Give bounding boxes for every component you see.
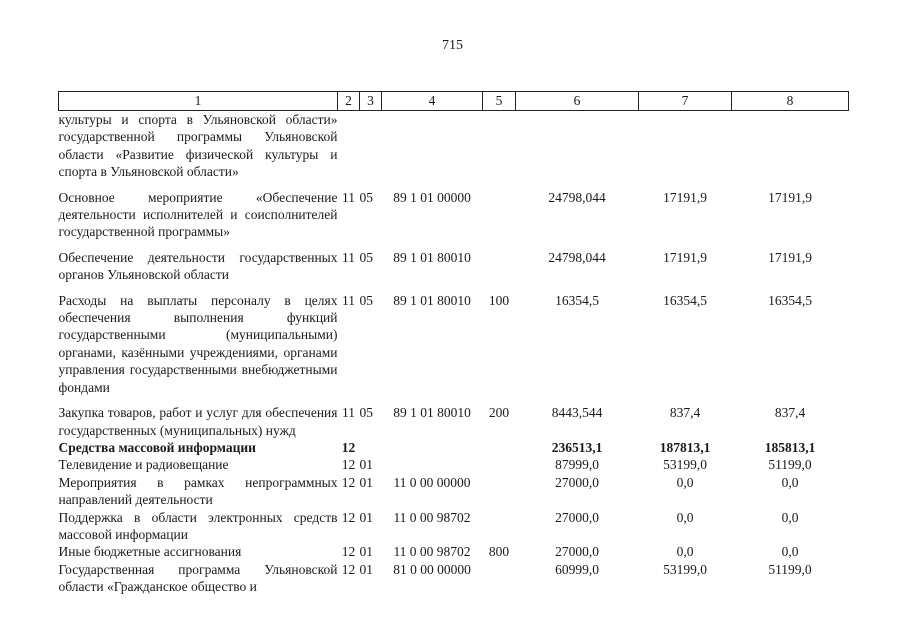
row-name: Обеспечение деятельности государственных органов Ульяновской области (58, 249, 338, 283)
row-expense-type (483, 474, 516, 509)
row-value-col8: 17191,9 (768, 249, 812, 265)
row-value-col7: 0,0 (676, 509, 694, 525)
row-expense-type: 200 (488, 405, 510, 421)
row-value-col8: 16354,5 (768, 292, 812, 308)
row-target-article: 11 0 00 98702 (393, 544, 471, 560)
row-section: 12 (341, 474, 356, 490)
row-expense-type (483, 181, 516, 241)
row-expense-type (483, 509, 516, 544)
row-target-article: 11 0 00 98702 (393, 509, 471, 525)
row-expense-type (483, 241, 516, 284)
row-value-col8: 0,0 (781, 474, 799, 490)
row-value-col7: 17191,9 (663, 189, 707, 205)
table-row (59, 509, 849, 544)
row-value-col7: 17191,9 (663, 249, 707, 265)
row-value-col6: 60999,0 (555, 561, 599, 577)
row-name: Телевидение и радиовещание (58, 457, 229, 473)
row-name: Основное мероприятие «Обеспечение деятельности исполнителей и соисполнителей государственной программы» (58, 189, 338, 240)
row-value-col6: 27000,0 (555, 509, 599, 525)
table-row (59, 456, 849, 473)
row-subsection: 01 (359, 544, 373, 560)
row-target-article: 89 1 01 80010 (393, 405, 471, 421)
row-section: 12 (341, 544, 356, 560)
row-value-col6: 24798,044 (548, 249, 606, 265)
row-value-col8: 51199,0 (768, 561, 812, 577)
row-subsection: 05 (359, 189, 373, 205)
row-target-article: 89 1 01 80010 (393, 292, 471, 308)
row-section: 11 (342, 249, 355, 265)
row-value-col6: 27000,0 (555, 544, 599, 560)
column-header: 8 (732, 92, 849, 111)
column-header: 7 (639, 92, 732, 111)
row-subsection: 01 (359, 561, 373, 577)
row-name: Закупка товаров, работ и услуг для обеспечения государственных (муниципальных) нужд (58, 405, 338, 438)
row-value-col6: 87999,0 (555, 457, 599, 473)
row-expense-type (483, 439, 516, 456)
table-header-row (59, 92, 849, 111)
row-value-col7: 187813,1 (659, 439, 711, 455)
row-value-col7: 0,0 (676, 474, 694, 490)
row-expense-type: 100 (488, 292, 510, 308)
row-expense-type (483, 561, 516, 596)
table-row (59, 561, 849, 596)
row-value-col8: 837,4 (774, 405, 806, 421)
row-target-article: 81 0 00 00000 (393, 561, 471, 577)
row-subsection (360, 111, 382, 181)
column-header: 2 (338, 92, 360, 111)
row-section: 11 (342, 405, 355, 421)
row-name: Средства массовой информации (58, 439, 256, 455)
table-row (59, 241, 849, 284)
row-subsection: 05 (359, 292, 373, 308)
row-subsection (360, 439, 382, 456)
table-row (59, 439, 849, 456)
row-value-col6: 27000,0 (555, 474, 599, 490)
column-header: 5 (483, 92, 516, 111)
row-value-col8 (732, 111, 849, 181)
row-name: Расходы на выплаты персоналу в целях обеспечения выполнения функций государственными (муниципальными) органами, казёнными учреждениями, органами управления государственными внебюджетными фондами (58, 292, 338, 395)
page-number: 715 (442, 38, 463, 53)
row-expense-type (483, 456, 516, 473)
row-value-col8: 0,0 (781, 544, 799, 560)
row-value-col7: 53199,0 (663, 457, 707, 473)
row-subsection: 01 (359, 474, 373, 490)
row-value-col6: 24798,044 (548, 189, 606, 205)
row-name: культуры и спорта в Ульяновской области» государственной программы Ульяновской области «Развитие физической культуры и спорта в Ульяновской области» (58, 112, 338, 180)
row-value-col6: 8443,544 (551, 405, 603, 421)
row-expense-type (483, 111, 516, 181)
column-header: 4 (382, 92, 483, 111)
row-value-col8: 185813,1 (764, 439, 816, 455)
row-target-article (382, 111, 483, 181)
table-row (59, 181, 849, 241)
row-target-article: 11 0 00 00000 (393, 474, 471, 490)
row-value-col7: 837,4 (669, 405, 701, 421)
row-section: 12 (341, 509, 356, 525)
row-value-col6: 16354,5 (555, 292, 599, 308)
row-name: Мероприятия в рамках непрограммных направлений деятельности (58, 474, 338, 508)
row-section (338, 111, 360, 181)
row-expense-type: 800 (488, 544, 510, 560)
table-row (59, 111, 849, 181)
table-row (59, 396, 849, 439)
row-value-col8: 51199,0 (768, 457, 812, 473)
table-row (59, 284, 849, 396)
row-value-col8: 0,0 (781, 509, 799, 525)
row-subsection: 01 (359, 457, 373, 473)
row-section: 12 (341, 457, 356, 473)
row-name: Государственная программа Ульяновской области «Гражданское общество и (58, 561, 338, 595)
row-value-col7 (639, 111, 732, 181)
row-value-col7: 16354,5 (663, 292, 707, 308)
column-header: 6 (516, 92, 639, 111)
row-target-article: 89 1 01 80010 (393, 249, 471, 265)
row-section: 11 (342, 189, 355, 205)
column-header: 1 (59, 92, 338, 111)
table-row (59, 543, 849, 560)
row-value-col8: 17191,9 (768, 189, 812, 205)
row-target-article: 89 1 01 00000 (393, 189, 471, 205)
row-subsection: 05 (359, 405, 373, 421)
row-section: 12 (341, 561, 356, 577)
row-subsection: 05 (359, 249, 373, 265)
budget-table (58, 91, 849, 596)
row-name: Поддержка в области электронных средств массовой информации (58, 509, 338, 542)
row-section: 12 (341, 439, 356, 455)
table-row (59, 474, 849, 509)
row-target-article (382, 439, 483, 456)
row-name: Иные бюджетные ассигнования (58, 544, 242, 560)
row-value-col6: 236513,1 (551, 439, 603, 455)
row-subsection: 01 (359, 509, 373, 525)
row-value-col7: 0,0 (676, 544, 694, 560)
row-section: 11 (342, 292, 355, 308)
row-target-article (382, 456, 483, 473)
row-value-col6 (516, 111, 639, 181)
row-value-col7: 53199,0 (663, 561, 707, 577)
column-header: 3 (360, 92, 382, 111)
